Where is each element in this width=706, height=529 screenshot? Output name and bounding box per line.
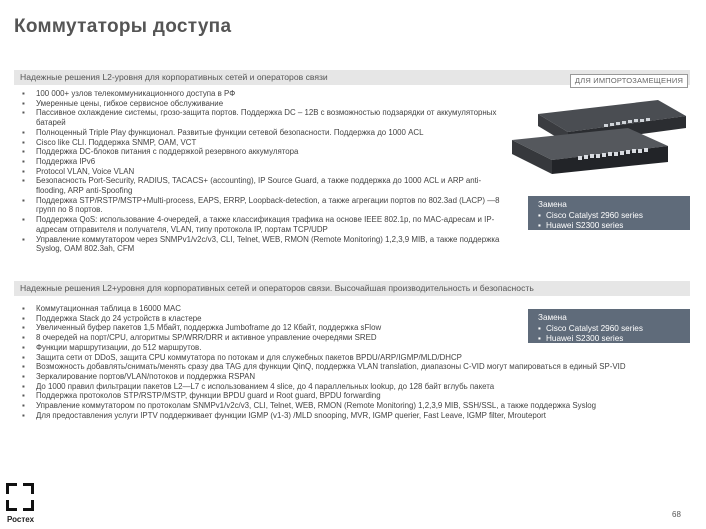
- feature-item: ▪ Функции маршрутизации, до 512 маршрутов.: [14, 343, 690, 353]
- feature-item: ▪ Защита сети от DDoS, защита CPU коммутатора по потокам и для служебных пакетов BPDU/ARP/IGMP/MLD/DHCP: [14, 353, 690, 363]
- feature-item: ▪ Управление коммутатором через SNMPv1/v2c/v3, CLI, Telnet, WEB, RMON (Remote Monitoring) 1,2,3,9 MIB, а также поддержка Syslog, OAM 802.3ah, CFM: [14, 235, 506, 254]
- section2-replacement-box: [528, 309, 690, 343]
- replacement-title: Замена: [538, 313, 567, 322]
- feature-item: ▪ Возможность добавлять/снимать/менять сразу два TAG для функции QinQ, поддержка VLAN translation, диапазоны C-VID могут мапироваться в единый SP-VID: [14, 362, 690, 372]
- section2-header: Надежные решения L2+уровня для корпоративных сетей и операторов связи. Высочайшая производительность и безопасность: [14, 281, 690, 296]
- section1-replacement-box: [528, 196, 690, 230]
- feature-item: ▪ Поддержка QoS: использование 4-очередей, а также классификация трафика на основе IEEE 802.1p, по MAC-адресам и IP-адресам отправителя и получателя, VLAN, типу протокола IP, портам TCP/UDP: [14, 215, 506, 234]
- feature-item: ▪ Безопасность Port-Security, RADIUS, TACACS+ (accounting), IP Source Guard, а также поддержка до 1000 ACL и ARP anti-flooding, ARP anti-Spoofing: [14, 176, 506, 195]
- replacement-item: ▪ Cisco Catalyst 2960 series: [538, 324, 684, 335]
- switch-product-image: [508, 92, 690, 174]
- feature-item: ▪ Пассивное охлаждение системы, грозо-защита портов. Поддержка DC – 12В с возможностью подзарядки от аккумуляторных батарей: [14, 108, 506, 127]
- feature-item: ▪ 8 очередей на порт/CPU, алгоритмы SP/WRR/DRR и активное управление очередями SRED: [14, 333, 690, 343]
- replacement-item: ▪ Huawei S2300 series: [538, 334, 684, 345]
- feature-item: ▪ Protocol VLAN, Voice VLAN: [14, 167, 506, 177]
- section1-header: Надежные решения L2-уровня для корпоративных сетей и операторов связи: [14, 70, 690, 85]
- feature-item: ▪ Поддержка протоколов STP/RSTP/MSTP, функции BPDU guard и Root guard, BPDU forwarding: [14, 391, 690, 401]
- feature-item: ▪ Умеренные цены, гибкое сервисное обслуживание: [14, 99, 506, 109]
- import-substitution-badge: ДЛЯ ИМПОРТОЗАМЕЩЕНИЯ: [570, 74, 688, 88]
- replacement-title: Замена: [538, 200, 567, 209]
- feature-item: ▪ Увеличенный буфер пакетов 1,5 Мбайт, поддержка Jumboframe до 12 Кбайт, поддержка sFlow: [14, 323, 690, 333]
- rostec-logo-icon: [6, 483, 34, 511]
- feature-item: ▪ Поддержка Stack до 24 устройств в кластере: [14, 314, 690, 324]
- replacement-item: ▪ Cisco Catalyst 2960 series: [538, 211, 684, 222]
- page-number: 68: [672, 510, 681, 519]
- feature-item: ▪ Поддержка DC-блоков питания с поддержкой резервного аккумулятора: [14, 147, 506, 157]
- feature-item: ▪ Поддержка STP/RSTP/MSTP+Multi-process, EAPS, ERRP, Loopback-detection, а также агрегации портов по 802.3ad (LACP) —8 групп по 8 портов.: [14, 196, 506, 215]
- feature-item: ▪ Полноценный Triple Play функционал. Развитые функции сетевой безопасности. Поддержка до 1000 ACL: [14, 128, 506, 138]
- page-title: Коммутаторы доступа: [14, 16, 232, 37]
- feature-item: ▪ Зеркалирование портов/VLAN/потоков и поддержка RSPAN: [14, 372, 690, 382]
- feature-item: ▪ Управление коммутатором по протоколам SNMPv1/v2c/v3, CLI, Telnet, WEB, RMON (Remote Monitoring) 1,2,3,9 MIB, SSH/SSL, а также поддержка Syslog: [14, 401, 690, 411]
- replacement-item: ▪ Huawei S2300 series: [538, 221, 684, 232]
- feature-item: ▪ Поддержка IPv6: [14, 157, 506, 167]
- feature-item: ▪ До 1000 правил фильтрации пакетов L2—L7 с использованием 4 slice, до 4 параллельных lookup, до 128 байт вглубь пакета: [14, 382, 690, 392]
- section1-feature-list: [14, 89, 506, 254]
- feature-item: ▪ 100 000+ узлов телекоммуникационного доступа в РФ: [14, 89, 506, 99]
- feature-item: ▪ Для предоставления услуги IPTV поддерживает функции IGMP (v1-3) /MLD snooping, MVR, IGMP querier, Fast Leave, IGMP filter, Mrouteport: [14, 411, 690, 421]
- feature-item: ▪ Cisco like CLI. Поддержка SNMP, OAM, VCT: [14, 138, 506, 148]
- feature-item: ▪ Коммутационная таблица в 16000 MAC: [14, 304, 690, 314]
- logo-text: Ростех: [7, 515, 35, 524]
